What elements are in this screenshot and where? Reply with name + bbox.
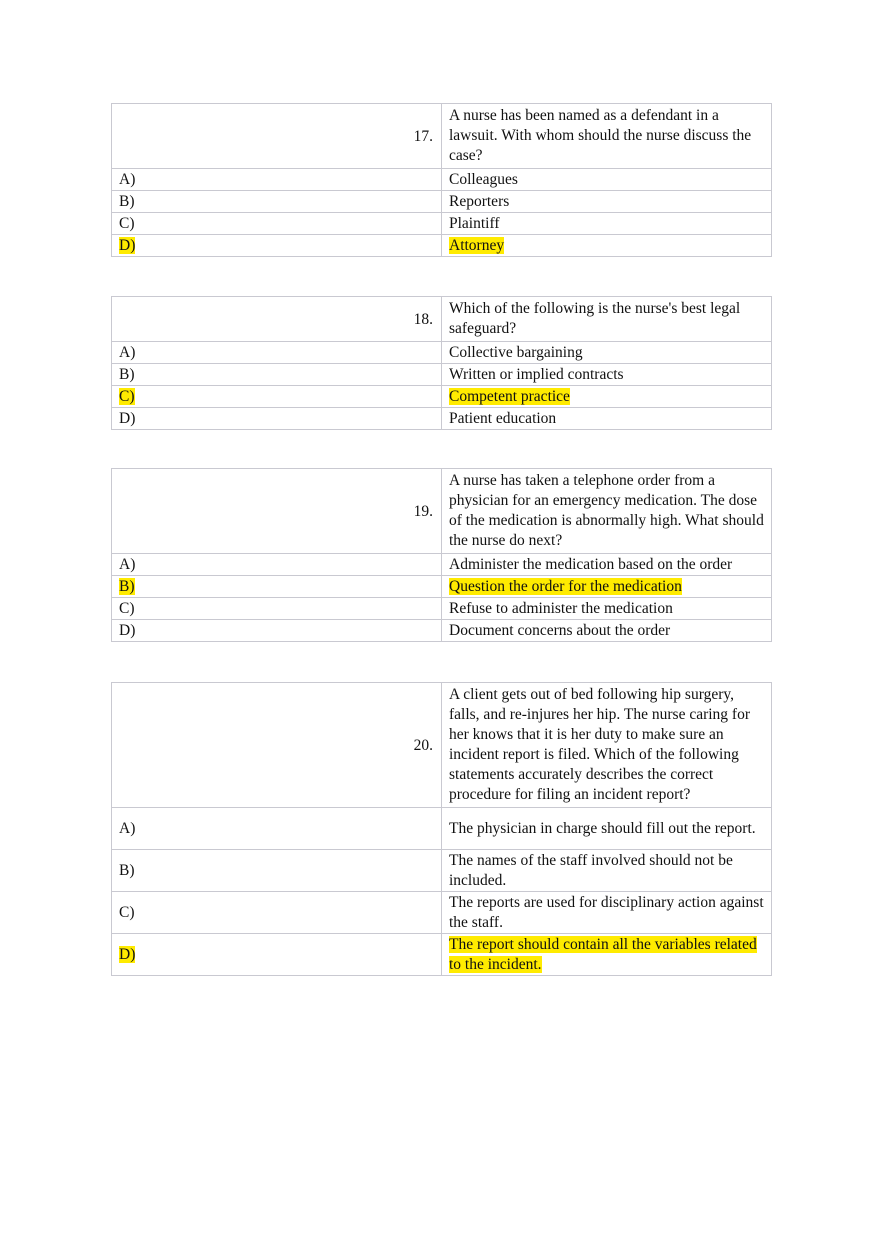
question-number: 19. [112,469,442,554]
question-18-table [111,296,772,430]
option-letter: A) [112,342,442,364]
question-text: A nurse has taken a telephone order from a physician for an emergency medication. The dose of the medication is abnormally high. What should the nurse do next? [442,469,772,554]
option-letter: A) [112,808,442,850]
option-letter: C) [112,598,442,620]
question-text: Which of the following is the nurse's best legal safeguard? [442,297,772,342]
question-text: A client gets out of bed following hip surgery, falls, and re-injures her hip. The nurse caring for her knows that it is her duty to make sure an incident report is filed. Which of the following statements accurately describes the correct procedure for filing an incident report? [442,683,772,808]
option-letter: D) [112,620,442,642]
option-text: Collective bargaining [442,342,772,364]
question-number: 18. [112,297,442,342]
option-text: The physician in charge should fill out the report. [442,808,772,850]
option-text-highlighted: Question the order for the medication [449,578,682,595]
option-row-a [112,554,772,576]
question-row [112,297,772,342]
option-letter: B) [112,850,442,892]
option-text: Document concerns about the order [442,620,772,642]
question-number: 20. [112,683,442,808]
option-text: Written or implied contracts [442,364,772,386]
option-row-a [112,808,772,850]
option-row-c [112,892,772,934]
option-text: The reports are used for disciplinary action against the staff. [442,892,772,934]
option-letter: D) [112,408,442,430]
option-row-b [112,364,772,386]
option-text: Reporters [442,191,772,213]
option-text: Colleagues [442,169,772,191]
option-row-c-correct [112,386,772,408]
option-letter: A) [112,554,442,576]
option-text: Administer the medication based on the order [442,554,772,576]
question-20-table [111,682,772,976]
question-row [112,469,772,554]
option-row-d [112,408,772,430]
option-letter: B) [112,191,442,213]
option-row-a [112,342,772,364]
option-text: Refuse to administer the medication [442,598,772,620]
question-19-table [111,468,772,642]
option-text-highlighted: Competent practice [449,388,570,405]
option-row-c [112,213,772,235]
option-text: The names of the staff involved should not be included. [442,850,772,892]
option-row-b [112,191,772,213]
option-letter-highlighted: D) [119,237,136,254]
option-row-d [112,620,772,642]
option-text-highlighted: The report should contain all the variables related to the incident. [449,936,757,973]
question-text: A nurse has been named as a defendant in a lawsuit. With whom should the nurse discuss the case? [442,104,772,169]
option-letter-highlighted: B) [119,578,135,595]
question-number: 17. [112,104,442,169]
option-letter: A) [112,169,442,191]
option-letter-highlighted: D) [119,946,136,963]
question-17-table [111,103,772,257]
option-row-c [112,598,772,620]
option-text: Plaintiff [442,213,772,235]
option-row-d-correct [112,934,772,976]
question-row [112,104,772,169]
option-letter-highlighted: C) [119,388,135,405]
question-row [112,683,772,808]
option-row-b [112,850,772,892]
option-letter: C) [112,213,442,235]
option-text: Patient education [442,408,772,430]
option-letter: C) [112,892,442,934]
option-letter: B) [112,364,442,386]
option-text-highlighted: Attorney [449,237,505,254]
option-row-a [112,169,772,191]
option-row-d-correct [112,235,772,257]
option-row-b-correct [112,576,772,598]
